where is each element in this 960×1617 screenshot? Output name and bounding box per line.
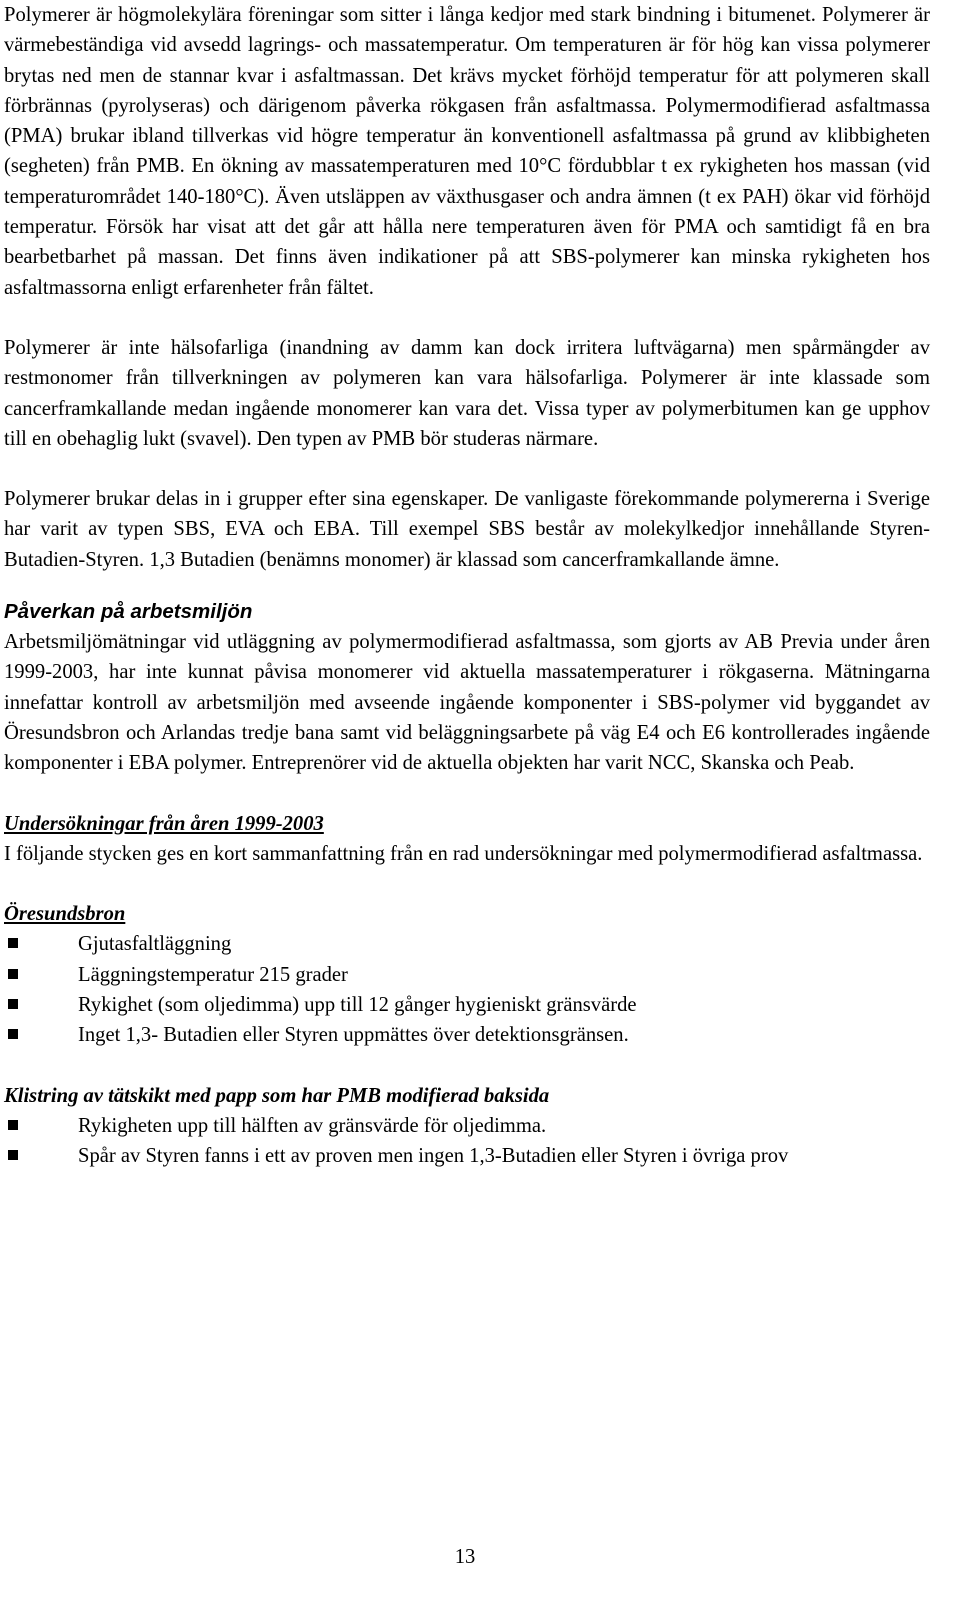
page-number: 13 <box>454 1546 476 1568</box>
heading-klistring: Klistring av tätskikt med papp som har PMB modifierad baksida <box>4 1084 550 1107</box>
paragraph-polymer-intro: Polymerer är högmolekylära föreningar som sitter i långa kedjor med stark bindning i bitumenet. Polymerer är värmebeständiga vid avsedd lagrings- och massatemperatur. Om temperaturen är för hög kan vissa polymerer brytas ned men de stannar kvar i asfaltmassan. Det krävs mycket förhöjd temperatur för att polymeren skall förbrännas (pyrolyseras) och därigenom påverka rökgasen från asfaltmassa. Polymermodifierad asfaltmassa (PMA) brukar ibland tillverkas vid högre temperatur än konventionell asfaltmassa på grund av klibbigheten (segheten) från PMB. En ökning av massatemperaturen med 10°C fördubblar t ex rykigheten hos massan (vid temperaturområdet 140-180°C). Även utsläppen av växthusgaser och andra ämnen (t ex PAH) ökar vid förhöjd temperatur. Försök har visat att det går att hålla nere temperaturen även för PMA och samtidigt få en bra bearbetbarhet på massan. Det finns även indikationer på att SBS-polymerer kan minska rykigheten hos asfaltmassorna enligt erfarenheter från fältet. <box>4 4 930 299</box>
heading-undersokningar: Undersökningar från åren 1999-2003 <box>4 812 324 835</box>
square-bullet-icon <box>8 969 18 979</box>
spacer <box>4 1051 930 1081</box>
list-klistring <box>4 1111 930 1172</box>
paragraph-undersokningar: I följande stycken ges en kort sammanfattning från en rad undersökningar med polymermodifierad asfaltmassa. <box>4 842 923 865</box>
paragraph-arbetsmiljo: Arbetsmiljömätningar vid utläggning av polymermodifierad asfaltmassa, som gjorts av AB Previa under åren 1999-2003, har inte kunnat påvisa monomerer vid aktuella massatemperaturer i rökgaserna. Mätningarna innefattar kontroll av arbetsmiljön med avseende ingående komponenter i SBS-polymer vid byggandet av Öresundsbron och Arlandas tredje bana samt vid beläggningsarbete på väg E4 och E6 kontrollerades ingående komponenter i EBA polymer. Entreprenörer vid de aktuella objekten har varit NCC, Skanska och Peab. <box>4 631 930 775</box>
spacer <box>4 575 930 597</box>
square-bullet-icon <box>8 938 18 948</box>
square-bullet-icon <box>8 1120 18 1130</box>
list-item: Rykighet (som oljedimma) upp till 12 gånger hygieniskt gränsvärde <box>4 990 930 1020</box>
spacer <box>4 303 930 333</box>
square-bullet-icon <box>8 1150 18 1160</box>
list-item: Gjutasfaltläggning <box>4 929 930 959</box>
list-item: Rykigheten upp till hälften av gränsvärde för oljedimma. <box>4 1111 930 1141</box>
spacer <box>4 454 930 484</box>
paragraph-health: Polymerer är inte hälsofarliga (inandning av damm kan dock irritera luftvägarna) men spårmängder av restmonomer från tillverkningen av polymeren kan vara hälsofarliga. Polymerer är inte klassade som cancerframkallande medan ingående monomerer kan vara det. Vissa typer av polymerbitumen kan ge upphov till en obehaglig lukt (svavel). Den typen av PMB bör studeras närmare. <box>4 336 930 450</box>
spacer <box>4 779 930 809</box>
spacer <box>4 869 930 899</box>
list-item: Inget 1,3- Butadien eller Styren uppmättes över detektionsgränsen. <box>4 1020 930 1050</box>
paragraph-groups: Polymerer brukar delas in i grupper efter sina egenskaper. De vanligaste förekommande polymererna i Sverige har varit av typen SBS, EVA och EBA. Till exempel SBS består av molekylkedjor innehållande Styren-Butadien-Styren. 1,3 Butadien (benämns monomer) är klassad som cancerframkallande ämne. <box>4 488 930 571</box>
list-oresundsbron <box>4 929 930 1050</box>
list-item: Spår av Styren fanns i ett av proven men ingen 1,3-Butadien eller Styren i övriga prov <box>4 1141 930 1171</box>
square-bullet-icon <box>8 999 18 1009</box>
heading-oresundsbron: Öresundsbron <box>4 903 126 926</box>
square-bullet-icon <box>8 1029 18 1039</box>
document-page <box>4 0 930 1172</box>
list-item: Läggningstemperatur 215 grader <box>4 960 930 990</box>
heading-arbetsmiljo: Påverkan på arbetsmiljön <box>4 600 253 624</box>
